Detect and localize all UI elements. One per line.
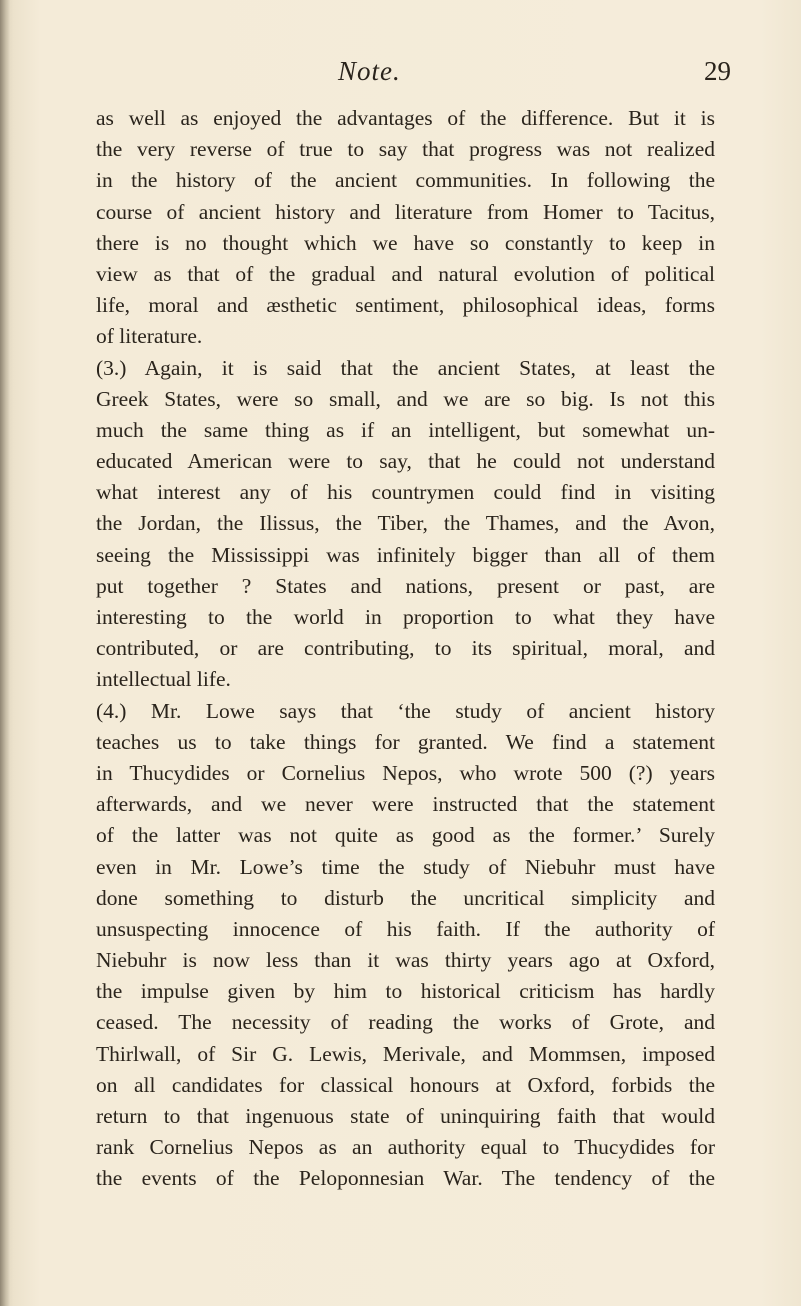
page-header	[0, 56, 801, 96]
text-line: in Thucydides or Cornelius Nepos, who wrote 500 (?) years	[96, 760, 715, 785]
text-line: the Jordan, the Ilissus, the Tiber, the Thames, and the Avon,	[96, 511, 715, 536]
text-line: Greek States, were so small, and we are so big. Is not this	[96, 386, 715, 411]
text-line: intellectual life.	[96, 667, 231, 692]
page-number: 29	[704, 56, 731, 86]
text-line: afterwards, and we never were instructed that the statement	[96, 792, 715, 817]
text-line: the impulse given by him to historical criticism has hardly	[96, 979, 715, 1004]
text-line: much the same thing as if an intelligent, but somewhat un-	[96, 417, 715, 442]
text-line: Niebuhr is now less than it was thirty years ago at Oxford,	[96, 948, 715, 973]
text-line: in the history of the ancient communities. In following the	[96, 168, 715, 193]
text-line: rank Cornelius Nepos as an authority equal to Thucydides for	[96, 1135, 715, 1160]
body-text	[96, 103, 715, 1195]
text-line: Thirlwall, of Sir G. Lewis, Merivale, and Mommsen, imposed	[96, 1041, 715, 1066]
text-line: what interest any of his countrymen could find in visiting	[96, 480, 715, 505]
text-line: there is no thought which we have so constantly to keep in	[96, 230, 715, 255]
text-line: of literature.	[96, 324, 203, 349]
text-line: course of ancient history and literature from Homer to Tacitus,	[96, 199, 715, 224]
text-line: on all candidates for classical honours at Oxford, forbids the	[96, 1072, 715, 1097]
text-line: the very reverse of true to say that progress was not realized	[96, 137, 715, 162]
text-line: interesting to the world in proportion to what they have	[96, 605, 715, 629]
text-line: (3.) Again, it is said that the ancient States, at least the	[96, 355, 715, 380]
text-line: of the latter was not quite as good as the former.’ Surely	[96, 823, 715, 848]
text-line: even in Mr. Lowe’s time the study of Niebuhr must have	[96, 854, 715, 879]
text-line: done something to disturb the uncritical simplicity and	[96, 885, 715, 910]
text-line: life, moral and æsthetic sentiment, philosophical ideas, forms	[96, 293, 715, 318]
text-line: unsuspecting innocence of his faith. If the authority of	[96, 916, 715, 941]
text-line: seeing the Mississippi was infinitely bigger than all of them	[96, 542, 715, 567]
text-line: as well as enjoyed the advantages of the difference. But it is	[96, 106, 715, 130]
text-line: teaches us to take things for granted. We find a statement	[96, 729, 715, 754]
binding-gutter-shadow	[0, 0, 10, 1306]
text-line: put together ? States and nations, present or past, are	[96, 573, 715, 598]
text-line: contributed, or are contributing, to its spiritual, moral, and	[96, 636, 715, 661]
text-line: ceased. The necessity of reading the works of Grote, and	[96, 1010, 715, 1035]
running-title: Note.	[338, 56, 401, 86]
text-line: return to that ingenuous state of uninquiring faith that would	[96, 1104, 715, 1128]
text-line: educated American were to say, that he could not understand	[96, 449, 715, 474]
text-line: view as that of the gradual and natural evolution of political	[96, 261, 715, 286]
text-line: the events of the Peloponnesian War. The tendency of the	[96, 1166, 715, 1191]
text-line: (4.) Mr. Lowe says that ‘the study of ancient history	[96, 698, 715, 723]
